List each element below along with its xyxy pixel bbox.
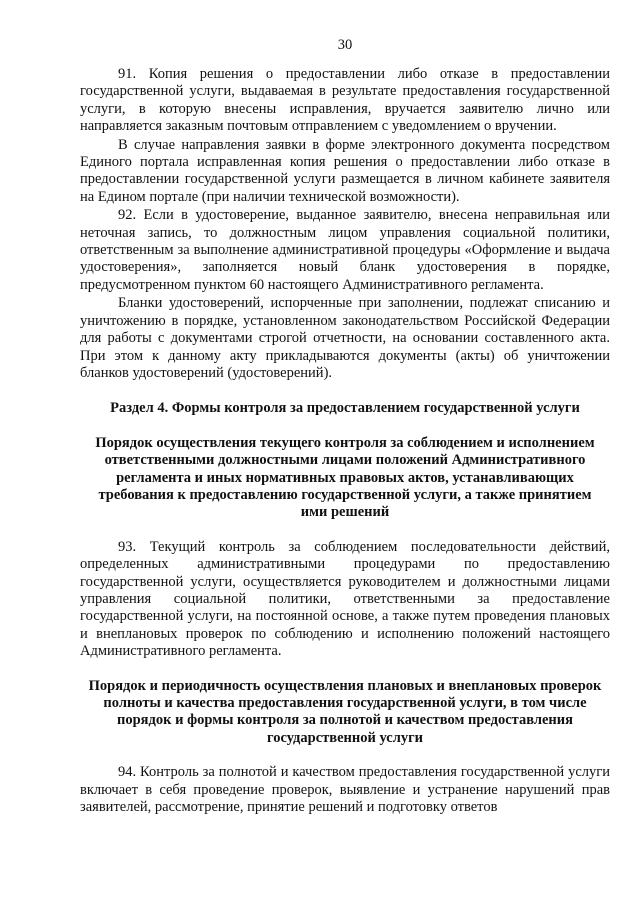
subsection-inspections-title: Порядок и периодичность осуществления плановых и внеплановых проверок полноты и качества предоставления государственной услуги, в том числе порядок и формы контроля за полнотой и качеством предоставления государственной услуги [88, 677, 602, 746]
paragraph-93: 93. Текущий контроль за соблюдением последовательности действий, определенных административными процедурами по предоставлению государственной услуги, осуществляется руководителем и должностными лицами управления социальной политики, ответственными за предоставление государственной услуги, на постоянной основе, а также путем проведения плановых и внеплановых проверок по соблюдению и исполнению положений настоящего Административного регламента. [80, 538, 610, 660]
paragraph-92-continued: Бланки удостоверений, испорченные при заполнении, подлежат списанию и уничтожению в порядке, установленном законодательством Российской Федерации для работы с документами строгой отчетности, на основании составленного акта. При этом к данному акту прикладываются документы (акты) об уничтожении бланков удостоверений (удостоверений). [80, 295, 610, 381]
paragraph-92: 92. Если в удостоверение, выданное заявителю, внесена неправильная или неточная запись, то должностным лицом управления социальной политики, ответственным за выполнение административной процедуры «Оформление и выдача удостоверения», заполняется новый бланк удостоверения в порядке, предусмотренном пунктом 60 настоящего Административного регламента. [80, 207, 610, 293]
paragraph-91-continued: В случае направления заявки в форме электронного документа посредством Единого портала исправленная копия решения о предоставлении либо отказе в предоставлении государственной услуги размещается в личном кабинете заявителя на Едином портале (при наличии технической возможности). [80, 136, 610, 205]
paragraph-91: 91. Копия решения о предоставлении либо отказе в предоставлении государственной услуги, выдаваемая в результате предоставления государственной услуги, в которую внесены исправления, вручается заявителю лично или направляется заказным почтовым отправлением с уведомлением о вручении. [80, 66, 610, 135]
section-4-title: Раздел 4. Формы контроля за предоставлением государственной услуги [110, 400, 580, 417]
page-number: 30 [337, 37, 353, 53]
subsection-current-control-title: Порядок осуществления текущего контроля за соблюдением и исполнением ответственными должностными лицами положений Административного регламента и иных нормативных правовых актов, устанавливающих требования к предоставлению государственной услуги, а также принятием ими решений [95, 434, 595, 521]
paragraph-94: 94. Контроль за полнотой и качеством предоставления государственной услуги включает в себя проведение проверок, выявление и устранение нарушений прав заявителей, рассмотрение, принятие решений и подготовку ответов [80, 764, 610, 816]
